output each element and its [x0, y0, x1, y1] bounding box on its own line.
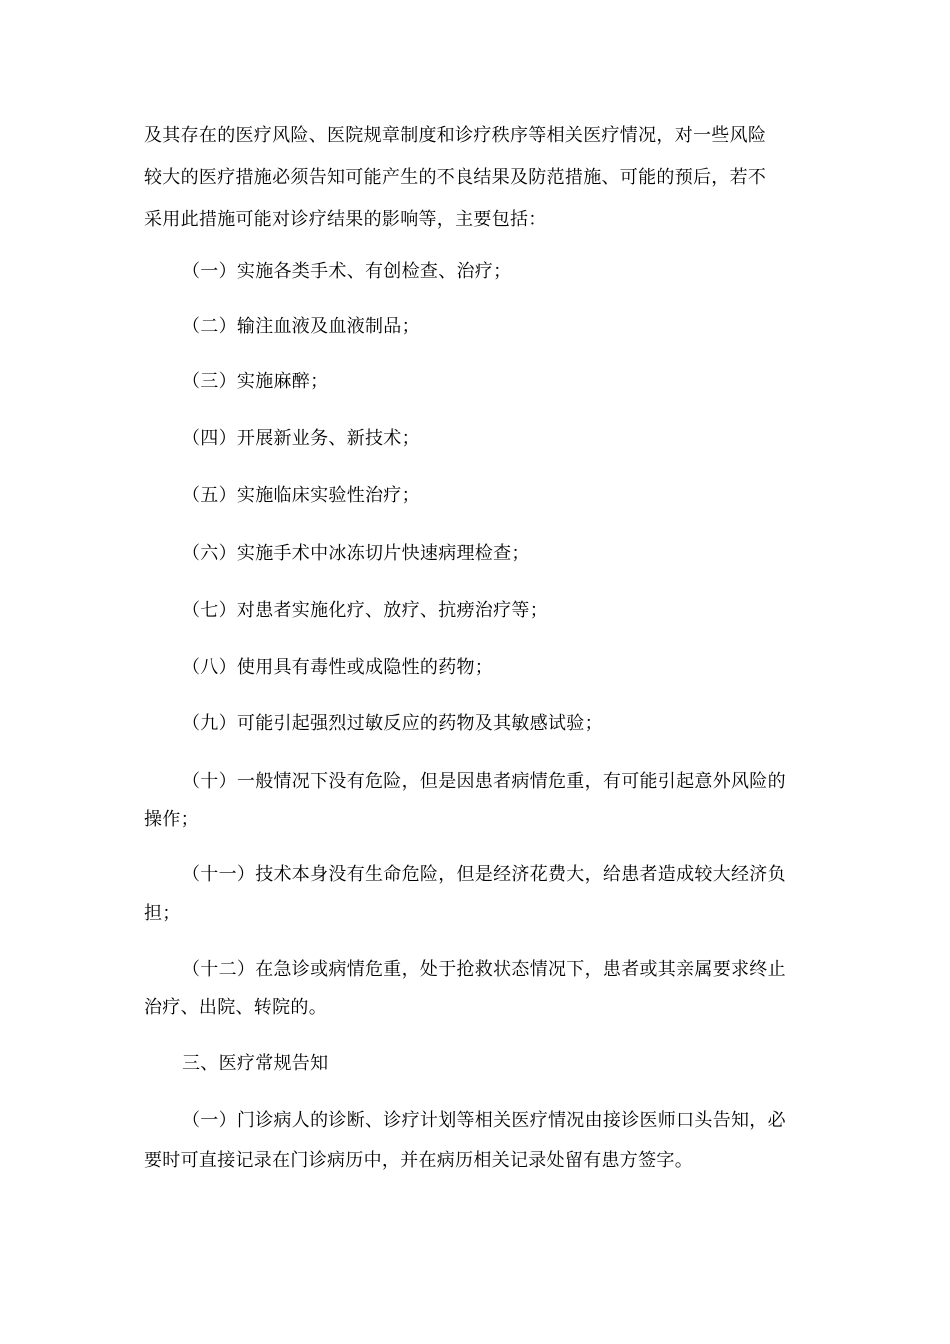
list-item-6: （六）实施手术中冰冻切片快速病理检查；: [182, 543, 530, 564]
list-item-12-line-2: 治疗、出院、转院的。: [144, 997, 327, 1018]
list-item-2: （二）输注血液及血液制品；: [182, 316, 420, 337]
list-item-1: （一）实施各类手术、有创检查、治疗；: [182, 261, 512, 282]
section-heading: 三、医疗常规告知: [182, 1053, 329, 1074]
list-item-7: （七）对患者实施化疗、放疗、抗痨治疗等；: [182, 600, 548, 621]
intro-line-2: 较大的医疗措施必须告知可能产生的不良结果及防范措施、可能的预后，若不: [144, 167, 767, 188]
section-paragraph-line-2: 要时可直接记录在门诊病历中，并在病历相关记录处留有患方签字。: [144, 1150, 693, 1171]
intro-line-1: 及其存在的医疗风险、医院规章制度和诊疗秩序等相关医疗情况，对一些风险: [144, 125, 767, 146]
list-item-8: （八）使用具有毒性或成隐性的药物；: [182, 657, 494, 678]
list-item-3: （三）实施麻醉；: [182, 371, 329, 392]
list-item-11-line-1: （十一）技术本身没有生命危险，但是经济花费大，给患者造成较大经济负: [182, 864, 786, 885]
list-item-12-line-1: （十二）在急诊或病情危重，处于抢救状态情况下，患者或其亲属要求终止: [182, 959, 786, 980]
list-item-11-line-2: 担；: [144, 903, 181, 924]
list-item-5: （五）实施临床实验性治疗；: [182, 485, 420, 506]
section-paragraph-line-1: （一）门诊病人的诊断、诊疗计划等相关医疗情况由接诊医师口头告知，必: [182, 1110, 786, 1131]
list-item-4: （四）开展新业务、新技术；: [182, 428, 420, 449]
list-item-9: （九）可能引起强烈过敏反应的药物及其敏感试验；: [182, 713, 603, 734]
intro-line-3: 采用此措施可能对诊疗结果的影响等，主要包括：: [144, 209, 547, 230]
list-item-10-line-2: 操作；: [144, 809, 199, 830]
list-item-10-line-1: （十）一般情况下没有危险，但是因患者病情危重，有可能引起意外风险的: [182, 771, 786, 792]
